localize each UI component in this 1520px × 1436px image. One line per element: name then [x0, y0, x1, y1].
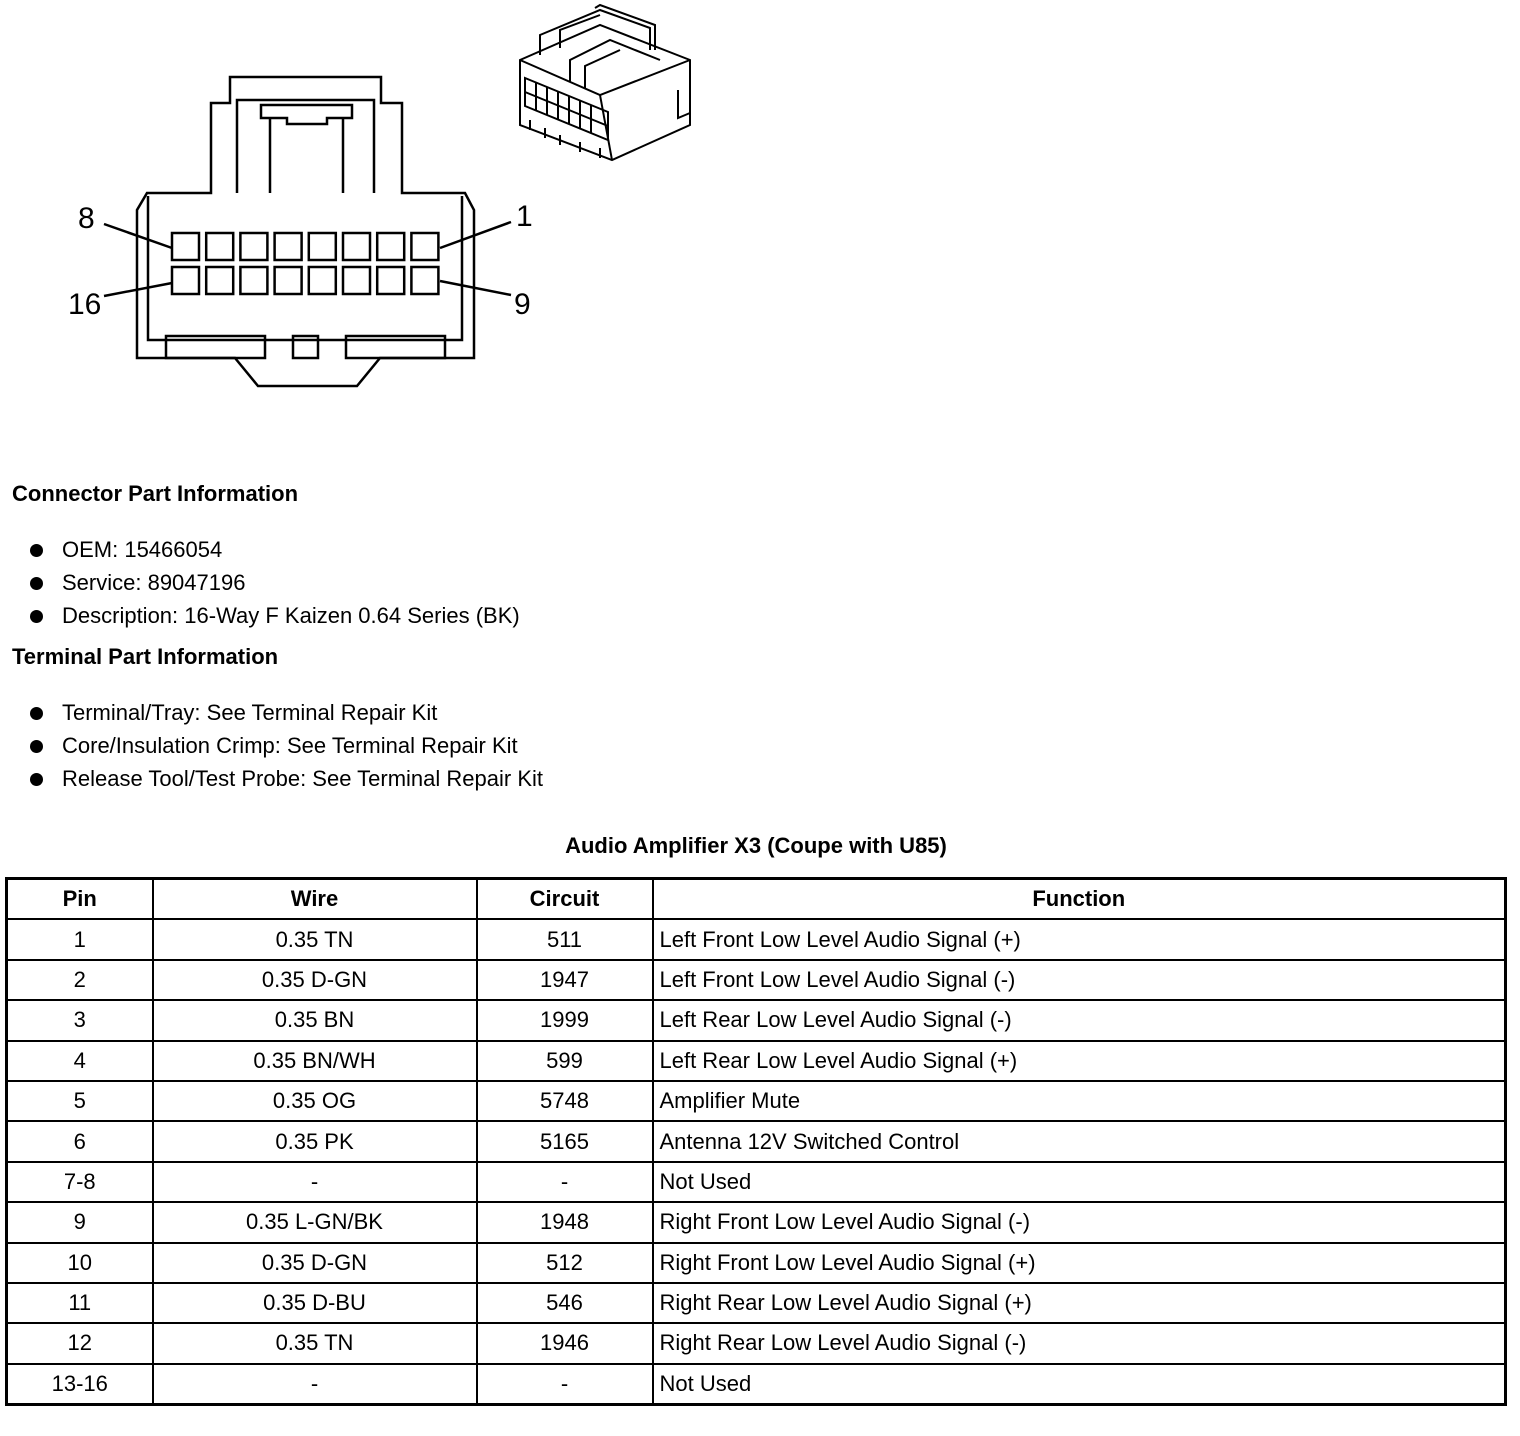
- cell-circuit: 599: [477, 1041, 653, 1081]
- leader-line-9: [440, 281, 511, 295]
- pin-cavity: [411, 233, 438, 260]
- cell-circuit: 1948: [477, 1202, 653, 1242]
- list-item: Description: 16-Way F Kaizen 0.64 Series (BK): [28, 599, 520, 632]
- pin-cavity: [240, 267, 267, 294]
- cell-pin: 10: [7, 1243, 153, 1283]
- pin-cavity: [240, 233, 267, 260]
- cell-pin: 12: [7, 1323, 153, 1363]
- header-wire: Wire: [153, 879, 477, 920]
- table-row: [7, 1081, 1506, 1121]
- cell-circuit: -: [477, 1364, 653, 1405]
- pin-cavity: [275, 233, 302, 260]
- cell-wire: -: [153, 1162, 477, 1202]
- table-row: [7, 1364, 1506, 1405]
- pin-cavity: [377, 267, 404, 294]
- list-item: OEM: 15466054: [28, 533, 520, 566]
- list-item: Terminal/Tray: See Terminal Repair Kit: [28, 696, 543, 729]
- table-row: [7, 1283, 1506, 1323]
- table-row: [7, 1202, 1506, 1242]
- table-caption: Audio Amplifier X3 (Coupe with U85): [565, 833, 947, 858]
- pin-cavity: [309, 267, 336, 294]
- cell-circuit: 511: [477, 919, 653, 959]
- header-circuit: Circuit: [477, 879, 653, 920]
- table-row: [7, 1121, 1506, 1161]
- connector-diagram: [0, 0, 760, 420]
- cell-circuit: 1946: [477, 1323, 653, 1363]
- terminal-part-info-title: Terminal Part Information: [12, 644, 279, 669]
- cell-pin: 13-16: [7, 1364, 153, 1405]
- cell-wire: 0.35 BN: [153, 1000, 477, 1040]
- cell-wire: 0.35 PK: [153, 1121, 477, 1161]
- pin-label-9: 9: [514, 288, 531, 321]
- cell-pin: 1: [7, 919, 153, 959]
- pin-table: [5, 877, 1507, 1406]
- pin-cavity: [206, 267, 233, 294]
- table-row: [7, 1162, 1506, 1202]
- cell-wire: 0.35 D-GN: [153, 960, 477, 1000]
- pin-label-16: 16: [68, 288, 102, 321]
- cell-pin: 6: [7, 1121, 153, 1161]
- table-row: [7, 960, 1506, 1000]
- connector-part-info-list: [28, 533, 520, 632]
- cell-circuit: 5165: [477, 1121, 653, 1161]
- pin-cavity: [309, 233, 336, 260]
- cell-function: Antenna 12V Switched Control: [653, 1121, 1506, 1161]
- pin-cavity: [275, 267, 302, 294]
- cell-function: Left Rear Low Level Audio Signal (+): [653, 1041, 1506, 1081]
- pin-label-1: 1: [516, 200, 533, 233]
- header-function: Function: [653, 879, 1506, 920]
- cell-function: Left Rear Low Level Audio Signal (-): [653, 1000, 1506, 1040]
- pin-cavities: [172, 233, 438, 294]
- cell-wire: 0.35 TN: [153, 1323, 477, 1363]
- cell-circuit: 512: [477, 1243, 653, 1283]
- cell-wire: 0.35 D-GN: [153, 1243, 477, 1283]
- cell-wire: 0.35 BN/WH: [153, 1041, 477, 1081]
- cell-pin: 7-8: [7, 1162, 153, 1202]
- cell-wire: 0.35 OG: [153, 1081, 477, 1121]
- cell-function: Right Rear Low Level Audio Signal (+): [653, 1283, 1506, 1323]
- list-item: Core/Insulation Crimp: See Terminal Repair Kit: [28, 729, 543, 762]
- cell-function: Left Front Low Level Audio Signal (+): [653, 919, 1506, 959]
- cell-circuit: -: [477, 1162, 653, 1202]
- table-row: [7, 1243, 1506, 1283]
- table-header-row: [7, 879, 1506, 920]
- cell-wire: 0.35 L-GN/BK: [153, 1202, 477, 1242]
- pin-cavity: [172, 267, 199, 294]
- pin-cavity: [377, 233, 404, 260]
- cell-wire: -: [153, 1364, 477, 1405]
- pin-cavity: [343, 267, 370, 294]
- cell-function: Right Front Low Level Audio Signal (-): [653, 1202, 1506, 1242]
- terminal-part-info-list: [28, 696, 543, 795]
- table-row: [7, 1041, 1506, 1081]
- connector-part-info-title: Connector Part Information: [12, 481, 299, 506]
- cell-circuit: 546: [477, 1283, 653, 1323]
- cell-circuit: 1999: [477, 1000, 653, 1040]
- cell-circuit: 1947: [477, 960, 653, 1000]
- cell-circuit: 5748: [477, 1081, 653, 1121]
- cell-pin: 9: [7, 1202, 153, 1242]
- pin-cavity: [172, 233, 199, 260]
- header-pin: Pin: [7, 879, 153, 920]
- cell-function: Not Used: [653, 1364, 1506, 1405]
- pin-cavity: [343, 233, 370, 260]
- list-item: Service: 89047196: [28, 566, 520, 599]
- connector-3d-view: [520, 5, 690, 160]
- cell-pin: 3: [7, 1000, 153, 1040]
- cell-function: Right Front Low Level Audio Signal (+): [653, 1243, 1506, 1283]
- cell-function: Not Used: [653, 1162, 1506, 1202]
- cell-pin: 2: [7, 960, 153, 1000]
- cell-function: Right Rear Low Level Audio Signal (-): [653, 1323, 1506, 1363]
- cell-pin: 5: [7, 1081, 153, 1121]
- pin-label-8: 8: [78, 202, 95, 235]
- cell-function: Amplifier Mute: [653, 1081, 1506, 1121]
- cell-function: Left Front Low Level Audio Signal (-): [653, 960, 1506, 1000]
- cell-wire: 0.35 TN: [153, 919, 477, 959]
- connector-latch: [237, 100, 374, 193]
- pin-cavity: [206, 233, 233, 260]
- cell-pin: 4: [7, 1041, 153, 1081]
- leader-line-1: [440, 222, 511, 248]
- cell-wire: 0.35 D-BU: [153, 1283, 477, 1323]
- list-item: Release Tool/Test Probe: See Terminal Repair Kit: [28, 762, 543, 795]
- cell-pin: 11: [7, 1283, 153, 1323]
- table-row: [7, 1000, 1506, 1040]
- pin-cavity: [411, 267, 438, 294]
- table-row: [7, 919, 1506, 959]
- table-row: [7, 1323, 1506, 1363]
